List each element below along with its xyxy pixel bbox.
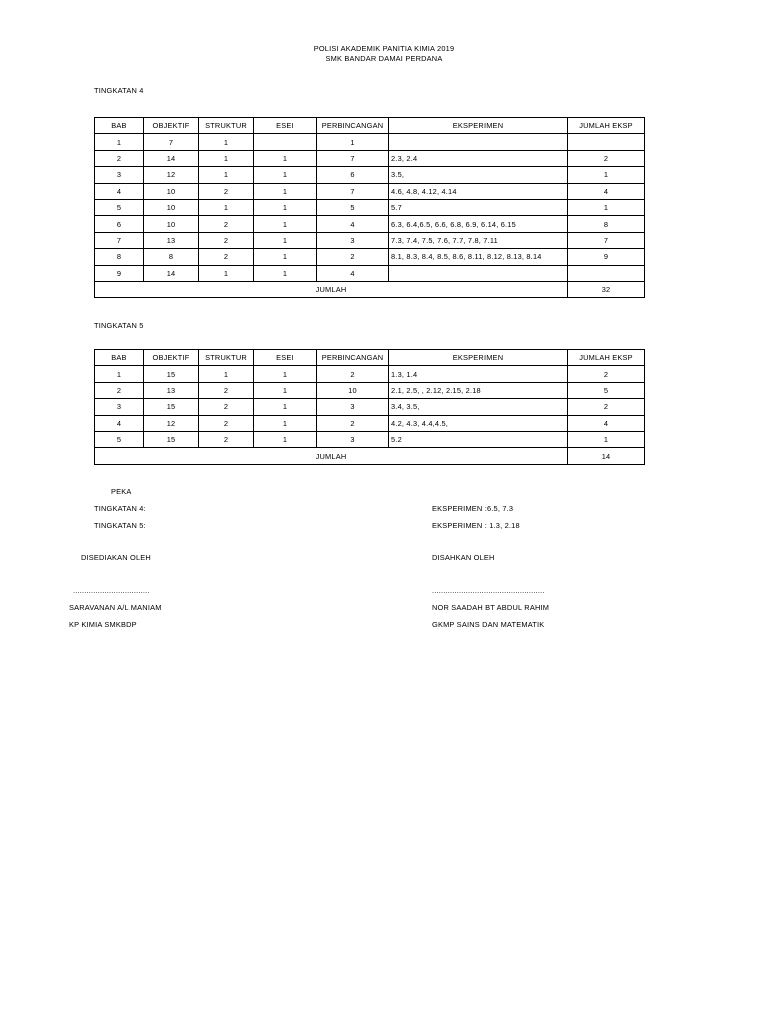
cell-eksperimen: 5.7 bbox=[389, 199, 568, 215]
cell-struktur: 1 bbox=[199, 150, 254, 166]
cell-perbincangan: 4 bbox=[317, 265, 389, 281]
cell-objektif: 12 bbox=[144, 167, 199, 183]
cell-jumlah-eksp: 2 bbox=[568, 150, 645, 166]
cell-struktur: 2 bbox=[199, 232, 254, 248]
cell-struktur: 1 bbox=[199, 366, 254, 382]
peka-tingkatan4-value: EKSPERIMEN :6.5, 7.3 bbox=[432, 504, 514, 513]
cell-struktur: 2 bbox=[199, 382, 254, 398]
table-row bbox=[95, 216, 645, 232]
cell-eksperimen bbox=[389, 134, 568, 150]
cell-perbincangan: 5 bbox=[317, 199, 389, 215]
cell-jumlah-eksp: 8 bbox=[568, 216, 645, 232]
cell-esei: 1 bbox=[254, 216, 317, 232]
cell-jumlah-eksp: 2 bbox=[568, 399, 645, 415]
tingkatan5-table bbox=[94, 349, 645, 465]
cell-esei: 1 bbox=[254, 199, 317, 215]
cell-bab: 5 bbox=[95, 199, 144, 215]
cell-struktur: 2 bbox=[199, 216, 254, 232]
cell-perbincangan: 1 bbox=[317, 134, 389, 150]
total-row bbox=[95, 281, 645, 297]
column-header-eksperimen: EKSPERIMEN bbox=[389, 118, 568, 134]
column-header-struktur: STRUKTUR bbox=[199, 350, 254, 366]
document-title: POLISI AKADEMIK PANITIA KIMIA 2019 bbox=[313, 44, 455, 53]
cell-perbincangan: 7 bbox=[317, 183, 389, 199]
cell-eksperimen: 1.3, 1.4 bbox=[389, 366, 568, 382]
table-row bbox=[95, 249, 645, 265]
total-value: 14 bbox=[568, 448, 645, 464]
cell-eksperimen: 5.2 bbox=[389, 431, 568, 447]
tingkatan4-table bbox=[94, 117, 645, 298]
cell-bab: 2 bbox=[95, 382, 144, 398]
cell-objektif: 12 bbox=[144, 415, 199, 431]
cell-struktur: 2 bbox=[199, 431, 254, 447]
peka-tingkatan5-label: TINGKATAN 5: bbox=[94, 521, 146, 530]
cell-eksperimen: 8.1, 8.3, 8.4, 8.5, 8.6, 8.11, 8.12, 8.13, 8.14 bbox=[389, 249, 568, 265]
cell-esei: 1 bbox=[254, 249, 317, 265]
cell-bab: 1 bbox=[95, 134, 144, 150]
cell-struktur: 1 bbox=[199, 265, 254, 281]
cell-struktur: 2 bbox=[199, 399, 254, 415]
cell-objektif: 15 bbox=[144, 366, 199, 382]
cell-perbincangan: 3 bbox=[317, 431, 389, 447]
column-header-perbincangan: PERBINCANGAN bbox=[317, 350, 389, 366]
cell-perbincangan: 7 bbox=[317, 150, 389, 166]
cell-jumlah-eksp: 9 bbox=[568, 249, 645, 265]
column-header-jumlah-eksp: JUMLAH EKSP bbox=[568, 118, 645, 134]
cell-objektif: 14 bbox=[144, 150, 199, 166]
column-header-esei: ESEI bbox=[254, 118, 317, 134]
cell-jumlah-eksp: 4 bbox=[568, 415, 645, 431]
cell-jumlah-eksp: 4 bbox=[568, 183, 645, 199]
table-row bbox=[95, 265, 645, 281]
cell-struktur: 2 bbox=[199, 183, 254, 199]
cell-struktur: 2 bbox=[199, 415, 254, 431]
cell-eksperimen bbox=[389, 265, 568, 281]
cell-bab: 9 bbox=[95, 265, 144, 281]
section-label-tingkatan4: TINGKATAN 4 bbox=[94, 86, 144, 95]
column-header-struktur: STRUKTUR bbox=[199, 118, 254, 134]
cell-perbincangan: 3 bbox=[317, 399, 389, 415]
table-row bbox=[95, 150, 645, 166]
cell-eksperimen: 3.4, 3.5, bbox=[389, 399, 568, 415]
cell-objektif: 15 bbox=[144, 431, 199, 447]
total-label: JUMLAH bbox=[95, 448, 568, 464]
column-header-objektif: OBJEKTIF bbox=[144, 118, 199, 134]
cell-bab: 6 bbox=[95, 216, 144, 232]
cell-perbincangan: 10 bbox=[317, 382, 389, 398]
cell-jumlah-eksp: 5 bbox=[568, 382, 645, 398]
cell-eksperimen: 2.3, 2.4 bbox=[389, 150, 568, 166]
section-label-tingkatan5: TINGKATAN 5 bbox=[94, 321, 144, 330]
table-row bbox=[95, 366, 645, 382]
cell-objektif: 15 bbox=[144, 399, 199, 415]
cell-esei: 1 bbox=[254, 415, 317, 431]
table-row bbox=[95, 431, 645, 447]
cell-bab: 8 bbox=[95, 249, 144, 265]
approved-by-name: NOR SAADAH BT ABDUL RAHIM bbox=[432, 603, 550, 612]
cell-jumlah-eksp bbox=[568, 134, 645, 150]
cell-objektif: 8 bbox=[144, 249, 199, 265]
cell-objektif: 7 bbox=[144, 134, 199, 150]
cell-perbincangan: 2 bbox=[317, 249, 389, 265]
approved-by-label: DISAHKAN OLEH bbox=[432, 553, 495, 562]
cell-perbincangan: 2 bbox=[317, 366, 389, 382]
total-label: JUMLAH bbox=[95, 281, 568, 297]
cell-eksperimen: 3.5, bbox=[389, 167, 568, 183]
cell-jumlah-eksp: 1 bbox=[568, 431, 645, 447]
cell-struktur: 1 bbox=[199, 199, 254, 215]
table-row bbox=[95, 399, 645, 415]
table-row bbox=[95, 232, 645, 248]
cell-eksperimen: 6.3, 6.4,6.5, 6.6, 6.8, 6.9, 6.14, 6.15 bbox=[389, 216, 568, 232]
cell-eksperimen: 4.2, 4.3, 4.4,4.5, bbox=[389, 415, 568, 431]
cell-objektif: 13 bbox=[144, 232, 199, 248]
cell-bab: 3 bbox=[95, 167, 144, 183]
prepared-by-label: DISEDIAKAN OLEH bbox=[81, 553, 151, 562]
cell-eksperimen: 7.3, 7.4, 7.5, 7.6, 7.7, 7.8, 7.11 bbox=[389, 232, 568, 248]
cell-bab: 7 bbox=[95, 232, 144, 248]
cell-esei: 1 bbox=[254, 183, 317, 199]
cell-esei bbox=[254, 134, 317, 150]
cell-perbincangan: 4 bbox=[317, 216, 389, 232]
cell-esei: 1 bbox=[254, 382, 317, 398]
peka-tingkatan5-value: EKSPERIMEN : 1.3, 2.18 bbox=[432, 521, 520, 530]
cell-struktur: 1 bbox=[199, 134, 254, 150]
cell-perbincangan: 6 bbox=[317, 167, 389, 183]
column-header-jumlah-eksp: JUMLAH EKSP bbox=[568, 350, 645, 366]
cell-esei: 1 bbox=[254, 232, 317, 248]
approved-by-role: GKMP SAINS DAN MATEMATIK bbox=[432, 620, 545, 629]
cell-objektif: 10 bbox=[144, 199, 199, 215]
approved-signature-line: .................................................. bbox=[432, 586, 545, 595]
table-row bbox=[95, 382, 645, 398]
table-header-row bbox=[95, 350, 645, 366]
column-header-bab: BAB bbox=[95, 118, 144, 134]
cell-esei: 1 bbox=[254, 431, 317, 447]
table-row bbox=[95, 415, 645, 431]
table-row bbox=[95, 134, 645, 150]
cell-jumlah-eksp: 1 bbox=[568, 167, 645, 183]
cell-struktur: 1 bbox=[199, 167, 254, 183]
prepared-signature-line: .................................. bbox=[73, 586, 150, 595]
cell-jumlah-eksp: 7 bbox=[568, 232, 645, 248]
cell-bab: 1 bbox=[95, 366, 144, 382]
table-row bbox=[95, 199, 645, 215]
cell-esei: 1 bbox=[254, 399, 317, 415]
table-header-row bbox=[95, 118, 645, 134]
column-header-eksperimen: EKSPERIMEN bbox=[389, 350, 568, 366]
cell-perbincangan: 2 bbox=[317, 415, 389, 431]
prepared-by-name: SARAVANAN A/L MANIAM bbox=[69, 603, 162, 612]
total-row bbox=[95, 448, 645, 464]
column-header-esei: ESEI bbox=[254, 350, 317, 366]
cell-bab: 3 bbox=[95, 399, 144, 415]
cell-jumlah-eksp: 1 bbox=[568, 199, 645, 215]
total-value: 32 bbox=[568, 281, 645, 297]
column-header-objektif: OBJEKTIF bbox=[144, 350, 199, 366]
cell-perbincangan: 3 bbox=[317, 232, 389, 248]
table-row bbox=[95, 183, 645, 199]
prepared-by-role: KP KIMIA SMKBDP bbox=[69, 620, 137, 629]
cell-struktur: 2 bbox=[199, 249, 254, 265]
cell-bab: 4 bbox=[95, 415, 144, 431]
cell-objektif: 14 bbox=[144, 265, 199, 281]
cell-eksperimen: 4.6, 4.8, 4.12, 4.14 bbox=[389, 183, 568, 199]
cell-objektif: 10 bbox=[144, 183, 199, 199]
column-header-perbincangan: PERBINCANGAN bbox=[317, 118, 389, 134]
peka-label: PEKA bbox=[111, 487, 132, 496]
cell-esei: 1 bbox=[254, 150, 317, 166]
cell-esei: 1 bbox=[254, 265, 317, 281]
cell-bab: 5 bbox=[95, 431, 144, 447]
document-subtitle: SMK BANDAR DAMAI PERDANA bbox=[325, 54, 443, 63]
cell-esei: 1 bbox=[254, 167, 317, 183]
cell-eksperimen: 2.1, 2.5, , 2.12, 2.15, 2.18 bbox=[389, 382, 568, 398]
cell-esei: 1 bbox=[254, 366, 317, 382]
cell-jumlah-eksp bbox=[568, 265, 645, 281]
cell-jumlah-eksp: 2 bbox=[568, 366, 645, 382]
column-header-bab: BAB bbox=[95, 350, 144, 366]
cell-bab: 2 bbox=[95, 150, 144, 166]
cell-objektif: 10 bbox=[144, 216, 199, 232]
cell-objektif: 13 bbox=[144, 382, 199, 398]
peka-tingkatan4-label: TINGKATAN 4: bbox=[94, 504, 146, 513]
cell-bab: 4 bbox=[95, 183, 144, 199]
table-row bbox=[95, 167, 645, 183]
